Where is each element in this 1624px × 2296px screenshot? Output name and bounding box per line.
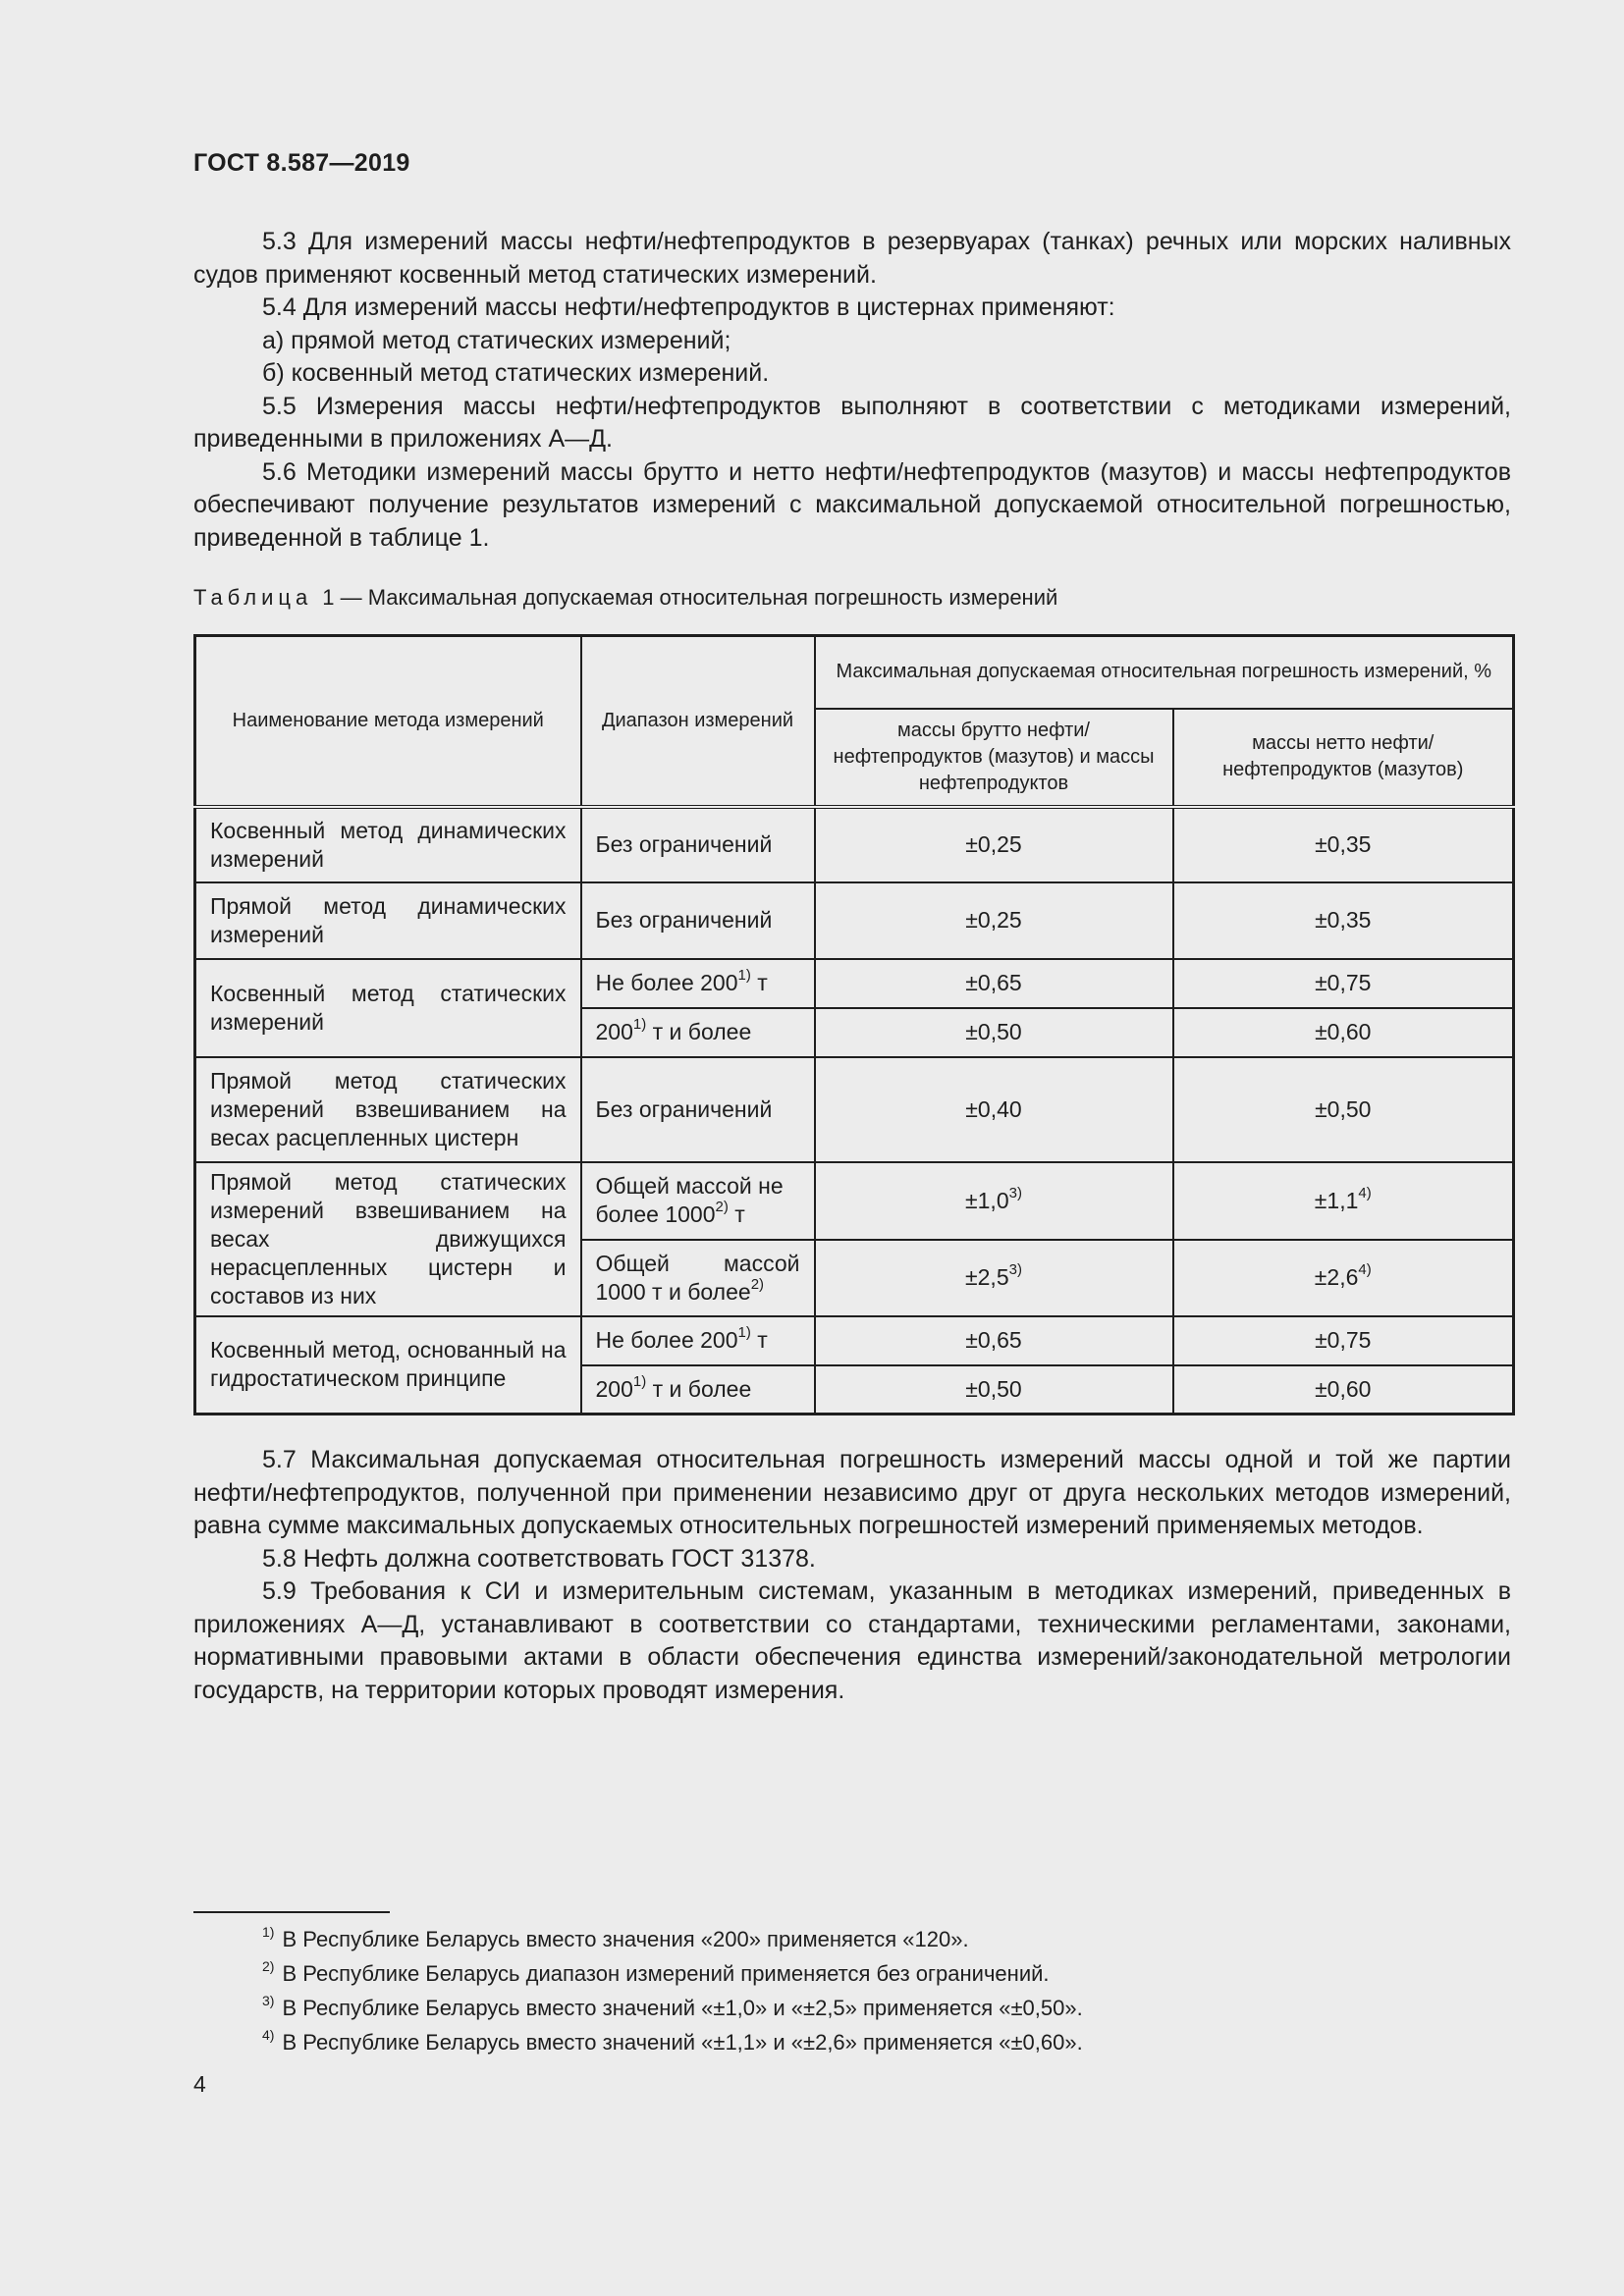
cell-method: Косвенный метод динамических измерений [195, 807, 581, 882]
cell-gross: $\pm 2,5^{3)}$ [815, 1240, 1173, 1316]
footnote-3: $^{3)}$ В Республике Беларусь вместо значений «±1,0» и «±2,5» применяется «±0,50». [262, 1992, 1083, 2020]
table-row [195, 1316, 1514, 1365]
cell-net: ±0,35 [1173, 807, 1514, 882]
header-net: массы нетто нефти/ нефтепродуктов (мазутов) [1173, 709, 1514, 807]
list-item-a: а) прямой метод статических измерений; [262, 326, 731, 354]
footnote-4: $^{4)}$ В Республике Беларусь вместо значений «±1,1» и «±2,6» применяется «±0,60». [262, 2026, 1083, 2055]
cell-net: ±0,35 [1173, 882, 1514, 959]
cell-net: ±0,60 [1173, 1008, 1514, 1057]
header-method: Наименование метода измерений [195, 636, 581, 807]
paragraph-5-7: 5.7 Максимальная допускаемая относительная погрешность измерений массы одной и той же партии нефти/нефтепродуктов, полученной при применении независимо друг от друга нескольких методов измерений, равна сумме максимальных допускаемых относительных погрешностей измерений применяемых методов. [193, 1446, 1511, 1539]
cell-net: ±0,75 [1173, 1316, 1514, 1365]
cell-gross: $\pm 1,0^{3)}$ [815, 1162, 1173, 1240]
cell-net: $\pm 2,6^{4)}$ [1173, 1240, 1514, 1316]
footnote-2: $^{2)}$ В Республике Беларусь диапазон измерений применяется без ограничений. [262, 1957, 1050, 1986]
table-row [195, 882, 1514, 959]
footnotes [193, 1922, 1083, 2059]
table-caption-word: Таблица [193, 585, 313, 610]
cell-net: $\pm 1,1^{4)}$ [1173, 1162, 1514, 1240]
cell-method: Прямой метод статических измерений взвешиванием на весах движущихся нерасцепленных цистерн и составов из них [195, 1162, 581, 1316]
paragraph-5-3: 5.3 Для измерений массы нефти/нефтепродуктов в резервуарах (танках) речных или морских наливных судов применяют косвенный метод статических измерений. [193, 228, 1511, 289]
table-row [195, 959, 1514, 1008]
table-row [195, 807, 1514, 882]
cell-method: Прямой метод динамических измерений [195, 882, 581, 959]
cell-method: Косвенный метод статических измерений [195, 959, 581, 1057]
table-caption-text: 1 — Максимальная допускаемая относительная погрешность измерений [322, 585, 1058, 610]
footnote-1: $^{1)}$ В Республике Беларусь вместо значения «200» применяется «120». [262, 1923, 969, 1951]
document-header: ГОСТ 8.587—2019 [193, 149, 410, 177]
cell-range: Не более 200$^{1)}$ т [581, 1316, 815, 1365]
cell-gross: ±0,50 [815, 1008, 1173, 1057]
cell-net: ±0,60 [1173, 1365, 1514, 1415]
cell-range: Общей массой 1000 т и более$^{2)}$ [581, 1240, 815, 1316]
cell-method: Косвенный метод, основанный на гидростатическом принципе [195, 1316, 581, 1415]
top-paragraphs [193, 226, 1511, 555]
footnote-divider [193, 1911, 390, 1913]
cell-gross: ±0,65 [815, 1316, 1173, 1365]
table-row [195, 1057, 1514, 1162]
cell-range: 200$^{1)}$ т и более [581, 1365, 815, 1415]
paragraph-5-6: 5.6 Методики измерений массы брутто и нетто нефти/нефтепродуктов (мазутов) и массы нефтепродуктов обеспечивают получение результатов измерений с максимальной допускаемой относительной погрешностью, приведенной в таблице 1. [193, 457, 1511, 552]
cell-gross: ±0,25 [815, 882, 1173, 959]
bottom-paragraphs [193, 1444, 1511, 1707]
header-gross: массы брутто нефти/ нефтепродуктов (мазутов) и массы нефтепродуктов [815, 709, 1173, 807]
header-error-group: Максимальная допускаемая относительная погрешность измерений, % [815, 636, 1514, 709]
cell-range: Без ограничений [581, 1057, 815, 1162]
paragraph-5-5: 5.5 Измерения массы нефти/нефтепродуктов выполняют в соответствии с методиками измерений, приведенными в приложениях А—Д. [193, 392, 1511, 453]
list-item-b: б) косвенный метод статических измерений. [262, 359, 770, 387]
header-range: Диапазон измерений [581, 636, 815, 807]
cell-range: Не более 200$^{1)}$ т [581, 959, 815, 1008]
cell-range: 200$^{1)}$ т и более [581, 1008, 815, 1057]
cell-gross: ±0,25 [815, 807, 1173, 882]
cell-gross: ±0,50 [815, 1365, 1173, 1415]
cell-net: ±0,75 [1173, 959, 1514, 1008]
cell-range: Без ограничений [581, 882, 815, 959]
cell-range: Без ограничений [581, 807, 815, 882]
cell-gross: ±0,65 [815, 959, 1173, 1008]
cell-net: ±0,50 [1173, 1057, 1514, 1162]
page-number: 4 [193, 2071, 206, 2097]
table-caption [193, 585, 1057, 611]
paragraph-5-9: 5.9 Требования к СИ и измерительным системам, указанным в методиках измерений, приведенных в приложениях А—Д, устанавливают в соответствии со стандартами, техническими регламентами, законами, нормативными правовыми актами в области обеспечения единства измерений/законодательной метрологии государств, на территории которых проводят измерения. [193, 1577, 1511, 1704]
cell-method: Прямой метод статических измерений взвешиванием на весах расцепленных цистерн [195, 1057, 581, 1162]
error-table [193, 634, 1515, 1415]
paragraph-5-8: 5.8 Нефть должна соответствовать ГОСТ 31378. [262, 1544, 816, 1573]
cell-gross: ±0,40 [815, 1057, 1173, 1162]
cell-range: Общей массой не более 1000$^{2)}$ т [581, 1162, 815, 1240]
paragraph-5-4: 5.4 Для измерений массы нефти/нефтепродуктов в цистернах применяют: [262, 294, 1115, 321]
table-row [195, 1162, 1514, 1240]
